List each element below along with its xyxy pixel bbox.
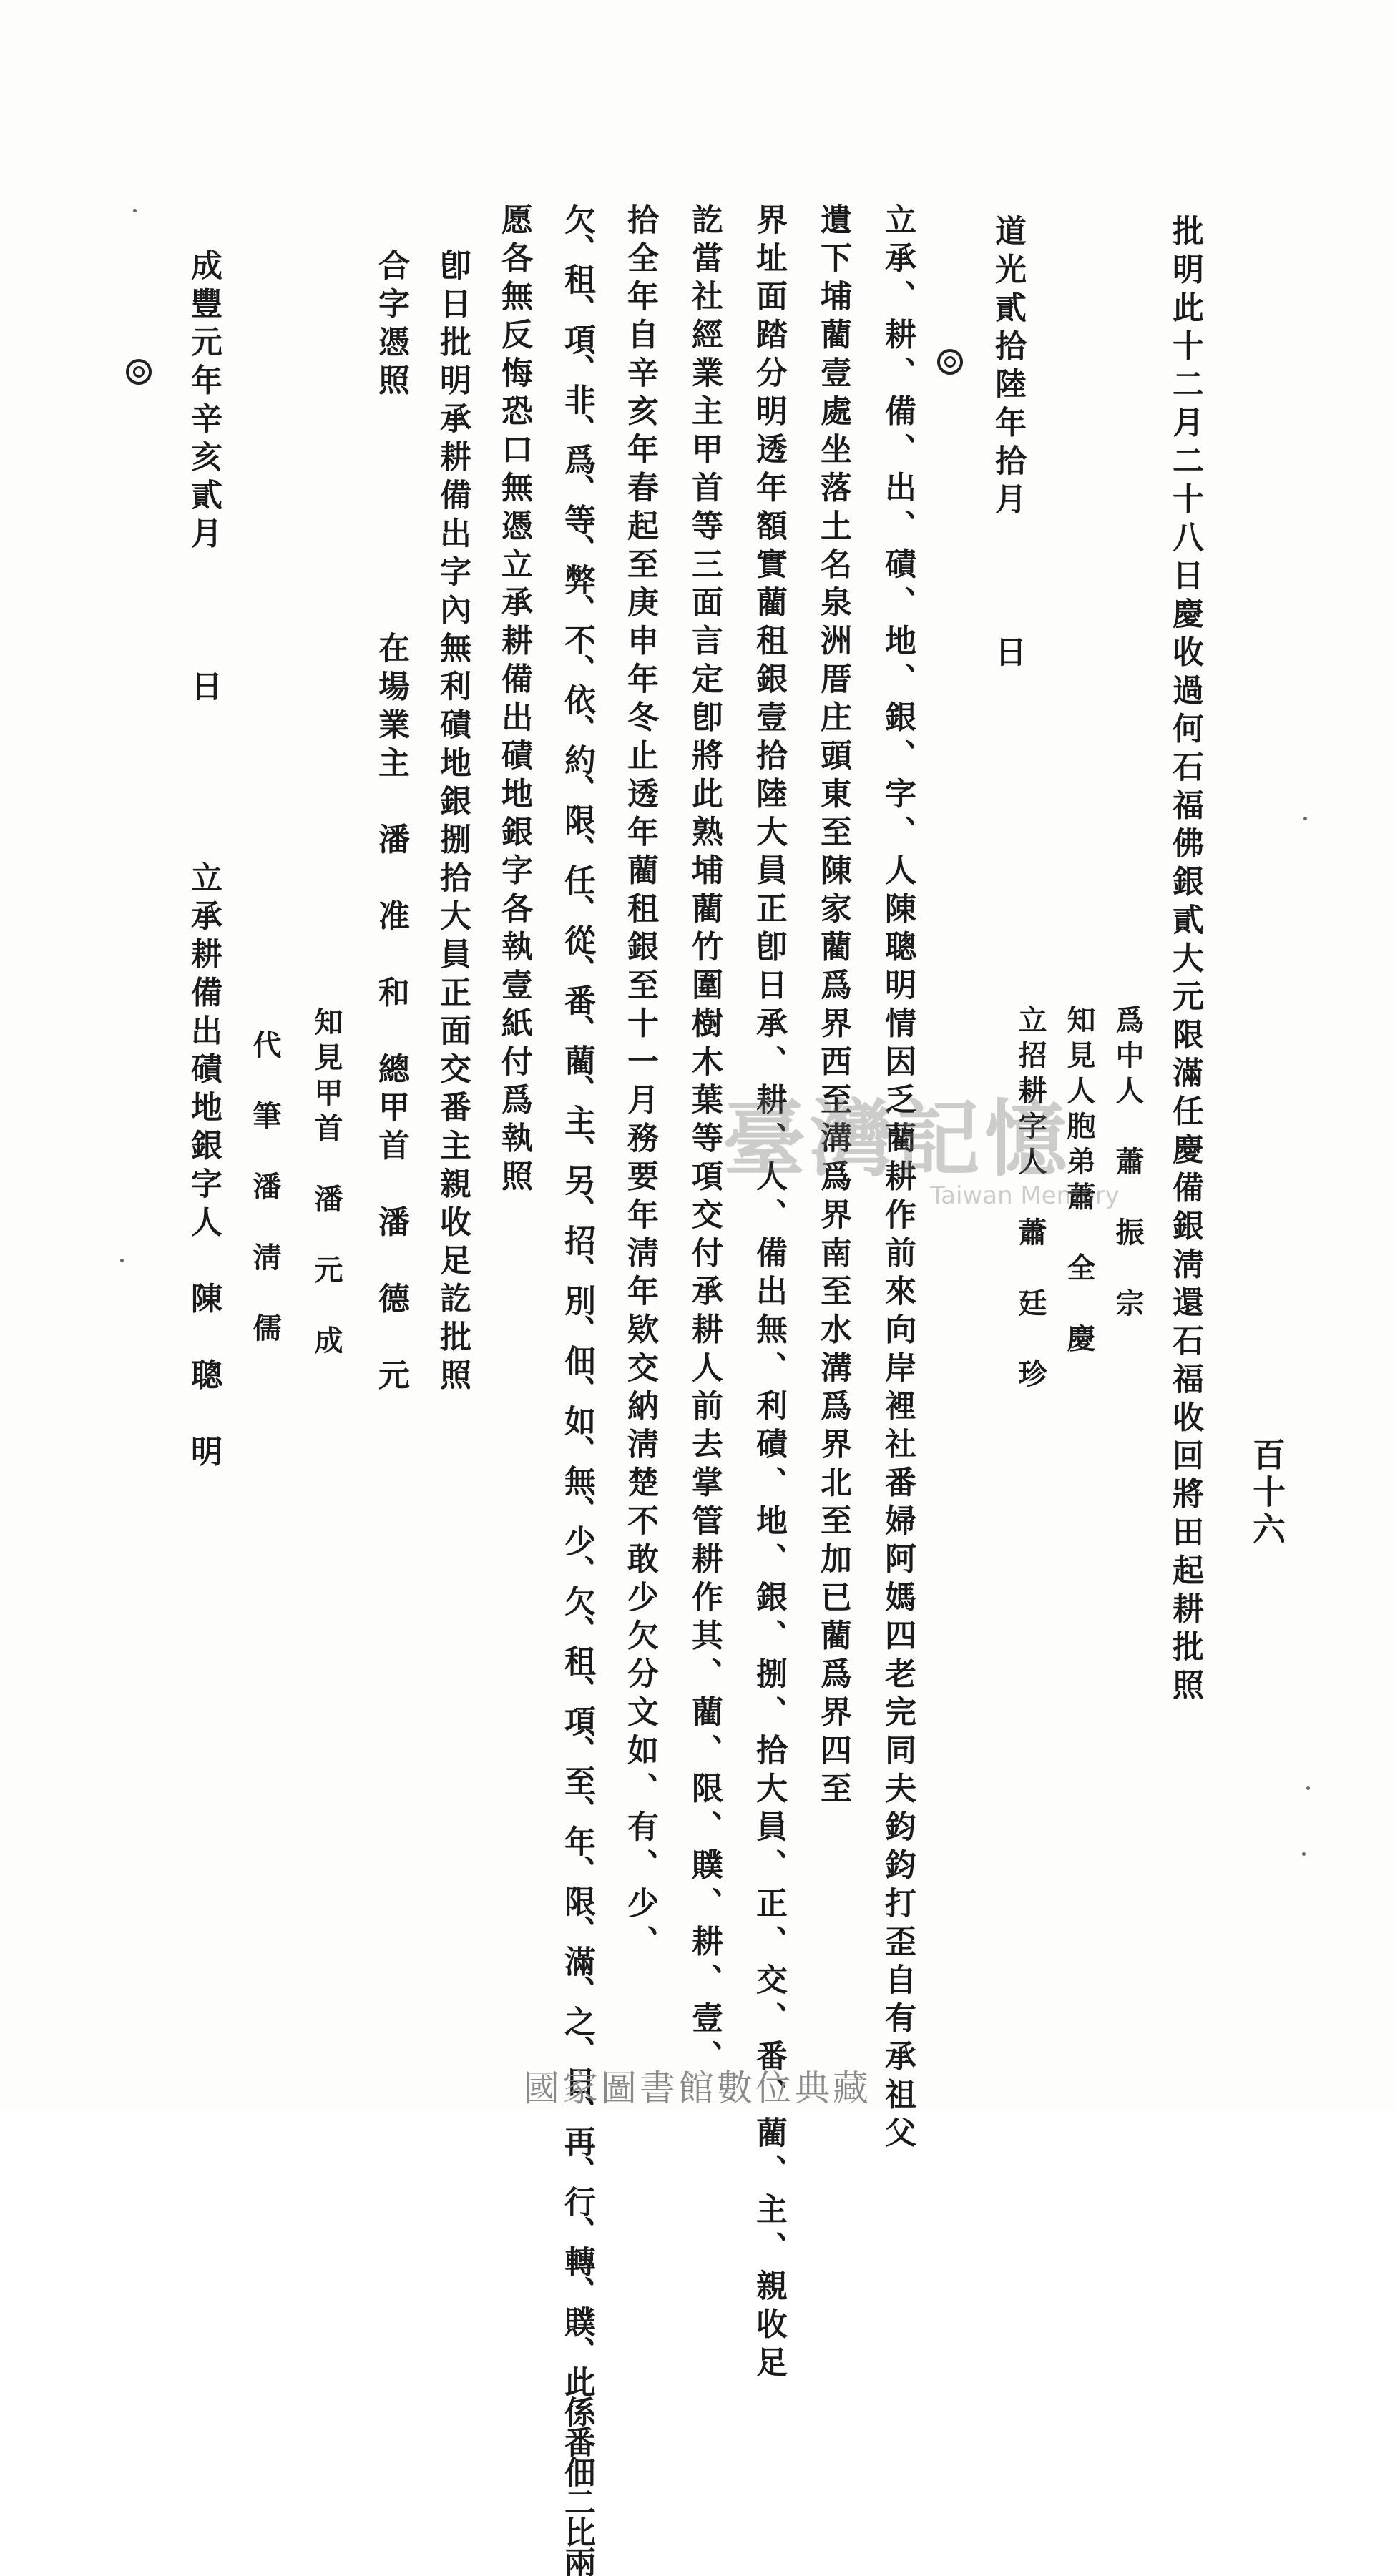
text-column-1: 批明此十二月二十八日慶收過何石福佛銀貳大元限滿任慶備銀淸還石福收回將田起耕批照 [1167, 215, 1203, 1707]
watermark-title: 臺灣記憶 [723, 1091, 1072, 1188]
text-column-13: 卽日批明承耕備出字內無利磧地銀捌拾大員正面交番主親收足訖批照 [434, 249, 471, 1397]
scan-speck [120, 1259, 124, 1262]
scan-speck [1302, 1852, 1306, 1856]
text-column-15: 知見甲首 潘 元 成 [310, 1007, 343, 1361]
watermark [723, 1073, 1166, 1216]
text-column-16: 代 筆 潘 淸 儒 [248, 1030, 282, 1349]
text-column-17: 成豐元年辛亥貳月 日 立承耕備出磧地銀字人 陳 聰 明 [185, 249, 222, 1473]
scan-speck [133, 209, 137, 212]
circle-mark-icon [126, 359, 152, 385]
circle-mark-icon [937, 349, 963, 375]
scan-speck [1303, 817, 1307, 820]
text-column-4: 立招耕字人 蕭 廷 珍 [1014, 1005, 1047, 1395]
text-column-3: 知見人胞弟蕭 全 慶 [1062, 1005, 1096, 1359]
page-number: 百十六 [1248, 1437, 1286, 1549]
text-column-10: 拾全年自辛亥年春起至庚申年冬止透年藺租銀至十一月務要年淸年欵交納淸楚不敢少欠分文如、有、少、 [622, 203, 658, 1963]
text-column-14: 合字憑照 在場業主 潘 准 和 總甲首 潘 德 元 [373, 249, 409, 1397]
watermark-subtitle: Taiwan Memory [930, 1181, 1120, 1210]
text-column-5: 道光貳拾陸年拾月 日 [989, 215, 1026, 674]
text-column-11: 欠、租、項、非、爲、等、弊、不、依、約、限、任、從、番、藺、主、另、招、別、佃、如、無、少、欠、租、項、至、年、限、滿、之、日、再、行、轉、贌、此係番佃二比兩 [559, 203, 595, 2576]
scan-speck [1306, 1786, 1310, 1790]
text-column-8: 界址面踏分明透年額實藺租銀壹拾陸大員正卽日承、耕、人、備出無、利磧、地、銀、捌、拾大員、正、交、番、藺、主、親收足 [750, 203, 787, 2384]
text-column-7: 遺下埔藺壹處坐落土名泉洲厝庄頭東至陳家藺爲界西至溝爲界南至水溝爲界北至加已藺爲界四至 [815, 203, 851, 1810]
footer-archive-label: 國家圖書館數位典藏 [524, 2068, 871, 2109]
text-column-12: 愿各無反悔恐口無憑立承耕備出磧地銀字各執壹紙付爲執照 [496, 203, 532, 1198]
text-column-2: 爲中人 蕭 振 宗 [1111, 1005, 1145, 1324]
text-column-6: 立承、耕、備、出、磧、地、銀、字、人陳聰明情因乏藺耕作前來向岸裡社番婦阿媽四老完同夫鈞鈞打歪自有承祖父 [879, 203, 916, 2155]
text-column-9: 訖當社經業主甲首等三面言定卽將此熟埔藺竹圍樹木葉等項交付承耕人前去掌管耕作其、藺、限、贌、耕、壹、 [686, 203, 723, 2078]
